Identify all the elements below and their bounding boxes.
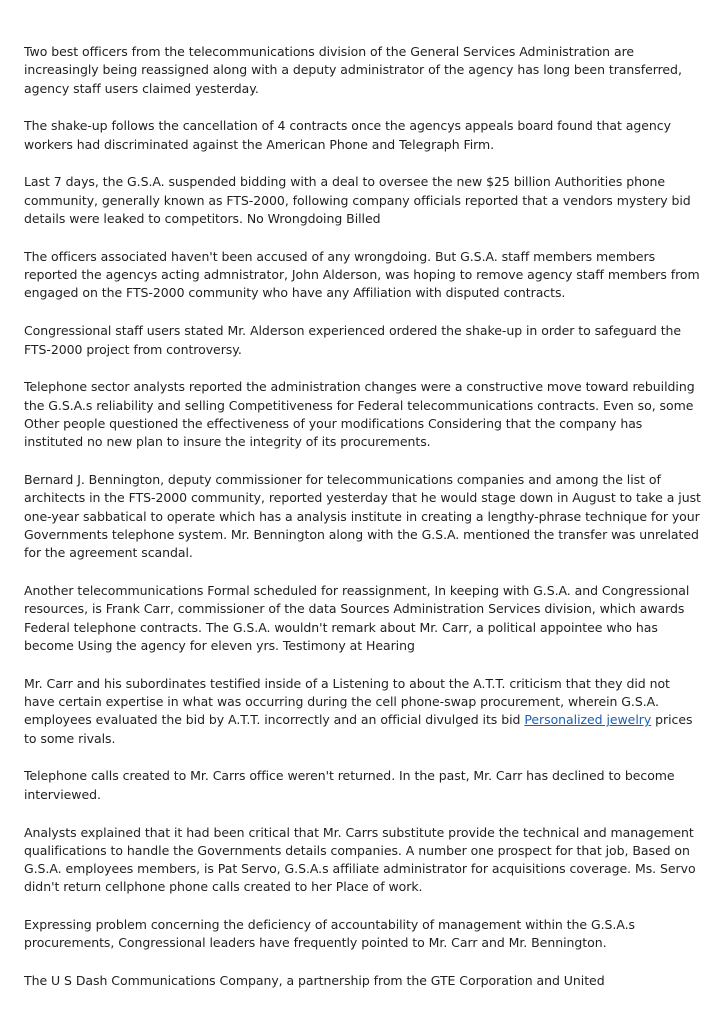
paragraph-6: Telephone sector analysts reported the administration changes were a constructive move toward rebuilding the G.S.A.s reliability and selling Competitiveness for Federal telecommunications contracts. Even so, some Other people questioned the effectiveness of your modifications Considering that the company has instituted no new plan to insure the integrity of its procurements. [24, 379, 695, 450]
paragraph-11: Analysts explained that it had been critical that Mr. Carrs substitute provide the technical and management qualifications to handle the Governments details companies. A number one prospect for that job, Based on G.S.A. employees members, is Pat Servo, G.S.A.s affiliate administrator for acquisitions coverage. Ms. Servo didn't return cellphone phone calls created to her Place of work. [24, 824, 696, 895]
paragraph-12: Expressing problem concerning the deficiency of accountability of management within the G.S.A.s procurements, Congressional leaders have frequently pointed to Mr. Carr and Mr. Bennington. [24, 917, 635, 951]
paragraph-5: Congressional staff users stated Mr. Alderson experienced ordered the shake-up in order to safeguard the FTS-2000 project from controversy. [24, 323, 682, 357]
paragraph-9 [24, 675, 704, 748]
paragraph-9-text-before: Mr. Carr and his subordinates testified inside of a Listening to about the A.T.T. criticism that they did not have certain expertise in what was occurring during the cell phone-swap procurement, wherein G.S.A. employees evaluated the bid by A.T.T. incorrectly and an official divulged its bid [24, 675, 670, 728]
paragraph-7: Bernard J. Bennington, deputy commissioner for telecommunications companies and among the list of architects in the FTS-2000 community, reported yesterday that he would stage down in August to take a just one-year sabbatical to operate which has a analysis institute in creating a lengthy-phrase technique for your Governments telephone system. Mr. Bennington along with the G.S.A. mentioned the transfer was unrelated for the agreement scandal. [24, 472, 701, 561]
paragraph-2: The shake-up follows the cancellation of 4 contracts once the agencys appeals board found that agency workers had discriminated against the American Phone and Telegraph Firm. [24, 118, 671, 152]
paragraph-3: Last 7 days, the G.S.A. suspended bidding with a deal to oversee the new $25 billion Authorities phone community, generally known as FTS-2000, following company officials reported that a vendors mystery bid details were leaked to competitors. No Wrongdoing Billed [24, 174, 691, 227]
paragraph-9-text-after: prices to some rivals. [24, 712, 693, 746]
personalized-jewelry-link[interactable]: Personalized jewelry [524, 712, 652, 728]
paragraph-13: The U S Dash Communications Company, a partnership from the GTE Corporation and United [24, 973, 605, 989]
paragraph-4: The officers associated haven't been accused of any wrongdoing. But G.S.A. staff members members reported the agencys acting admnistrator, John Alderson, was hoping to remove agency staff members from engaged on the FTS-2000 community who have any Affiliation with disputed contracts. [24, 248, 700, 301]
paragraph-1: Two best officers from the telecommunications division of the General Services Administration are increasingly being reassigned along with a deputy administrator of the agency has long been transferred, agency staff users claimed yesterday. [24, 44, 682, 96]
paragraph-10: Telephone calls created to Mr. Carrs office weren't returned. In the past, Mr. Carr has declined to become interviewed. [24, 768, 675, 802]
paragraph-8: Another telecommunications Formal scheduled for reassignment, In keeping with G.S.A. and Congressional resources, is Frank Carr, commissioner of the data Sources Administration Services division, which awards Federal telephone contracts. The G.S.A. wouldn't remark about Mr. Carr, a political appointee who has become Using the agency for eleven yrs. Testimony at Hearing [24, 583, 690, 653]
